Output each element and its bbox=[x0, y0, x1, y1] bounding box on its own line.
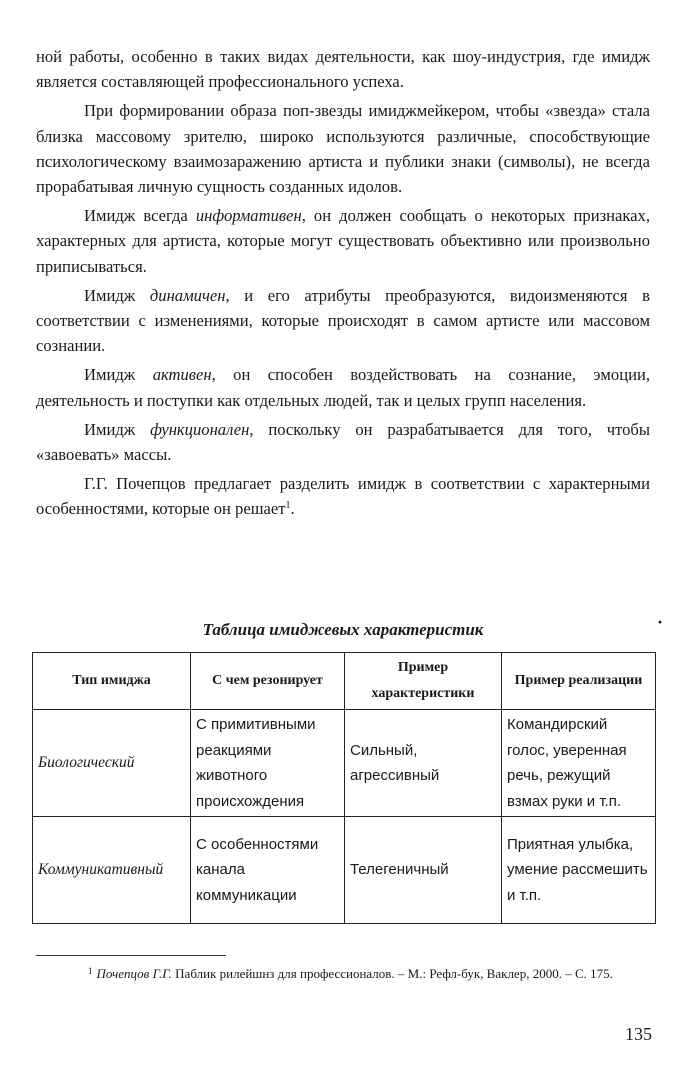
paragraph-text: , он способен воздействовать на сознание, эмоции, деятельность и поступки как отдельных людей, так и целых групп населения. bbox=[36, 365, 650, 410]
cell-realization: Приятная улыбка, умение рассмешить и т.п. bbox=[502, 817, 656, 924]
table-header-row bbox=[33, 653, 656, 710]
paragraph-text: Имидж bbox=[84, 365, 153, 385]
cell-type: Коммуникативный bbox=[33, 817, 191, 924]
cell-example: Телегеничный bbox=[344, 817, 501, 924]
emphasized-term: активен bbox=[152, 365, 212, 385]
body-text bbox=[36, 44, 650, 526]
cell-type: Биологический bbox=[33, 710, 191, 817]
header-resonates: С чем резонирует bbox=[191, 653, 345, 710]
table-title: Таблица имиджевых характеристик bbox=[202, 620, 484, 639]
paragraph bbox=[36, 203, 650, 279]
cell-realization: Командирский голос, уверенная речь, режущий взмах руки и т.п. bbox=[502, 710, 656, 817]
image-characteristics-table bbox=[32, 652, 656, 924]
paragraph-end: . bbox=[290, 499, 295, 519]
paragraph bbox=[36, 362, 650, 412]
paragraph: При формировании образа поп-звезды имиджмейкером, чтобы «звезда» стала близка массовому зрителю, широко используются различные, способствующие психологическому взаимозаражению артиста и публики знаки (символы), не всегда прорабатывая личную сущность созданных идолов. bbox=[36, 101, 650, 197]
paragraph-text: Имидж bbox=[84, 285, 150, 305]
footnote-mark: 1 bbox=[88, 966, 93, 976]
footnote bbox=[36, 962, 650, 983]
cell-resonates: С примитивными реакциями животного происхождения bbox=[191, 710, 345, 817]
header-image-type: Тип имиджа bbox=[33, 653, 191, 710]
page-number: 135 bbox=[625, 1024, 652, 1044]
emphasized-term: динамичен bbox=[149, 285, 226, 305]
paragraph bbox=[36, 417, 650, 467]
paragraph-text: Г.Г. Почепцов предлагает разделить имидж в соответствии с характерными особенностями, которые он решает bbox=[36, 474, 650, 519]
paragraph bbox=[36, 283, 650, 359]
header-realization: Пример реализации bbox=[502, 653, 656, 710]
footnote-text: Паблик рилейшнз для профессионалов. – М.: Рефл-бук, Ваклер, 2000. – С. 175. bbox=[171, 966, 613, 981]
paragraph-text: , и его атрибуты преобразуются, видоизменяются в соответствии с изменениями, которые происходят в самом артисте или массовом сознании. bbox=[36, 285, 650, 356]
paragraph-text: Имидж всегда bbox=[84, 206, 196, 226]
table-row bbox=[33, 817, 656, 924]
emphasized-term: информативен bbox=[195, 206, 302, 226]
table-row bbox=[33, 710, 656, 817]
footnote-rule bbox=[36, 955, 226, 956]
emphasized-term: функционален bbox=[150, 419, 250, 439]
cell-resonates: С особенностями канала коммуникации bbox=[191, 817, 345, 924]
header-example: Пример характеристики bbox=[344, 653, 501, 710]
paragraph-text: , поскольку он разрабатывается для того, чтобы «завоевать» массы. bbox=[36, 419, 651, 465]
paragraph-text: , он должен сообщать о некоторых признаках, характерных для артиста, которые могут существовать объективно или произвольно приписываться. bbox=[36, 206, 650, 276]
paragraph bbox=[36, 471, 650, 521]
paragraph: ной работы, особенно в таких видах деятельности, как шоу-индустрия, где имидж является составляющей профессионального успеха. bbox=[36, 47, 650, 92]
footnote-author: Почепцов Г.Г. bbox=[96, 966, 172, 981]
stray-dot: · bbox=[657, 612, 664, 632]
paragraph-text: Имидж bbox=[84, 419, 151, 439]
cell-example: Сильный, агрессивный bbox=[344, 710, 501, 817]
footnote-ref: 1 bbox=[285, 500, 291, 512]
